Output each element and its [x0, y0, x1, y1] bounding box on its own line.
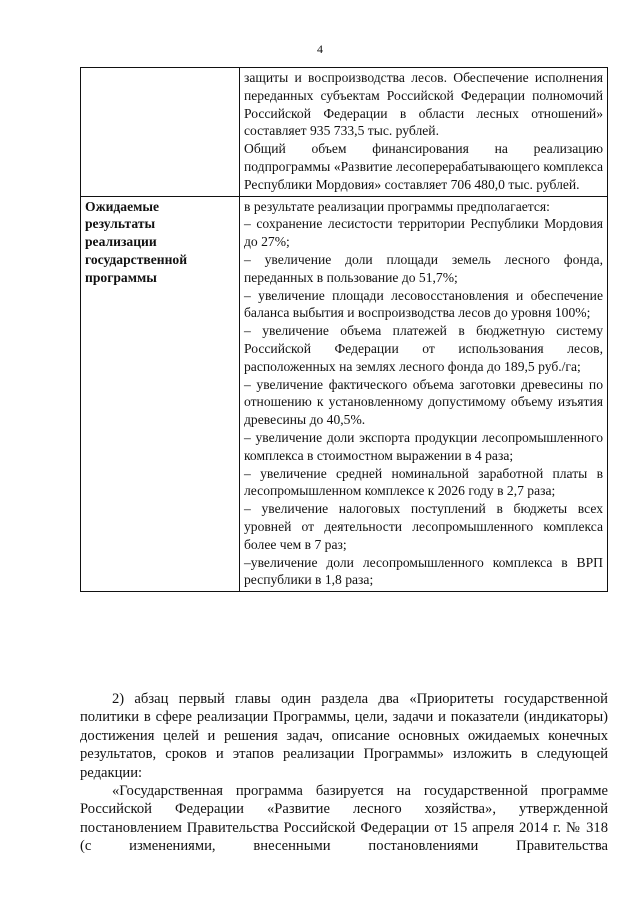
financing-paragraph: защиты и воспроизводства лесов. Обеспечение исполнения переданных субъектам Российской Федерации полномочий Российской Федерации в области лесных отношений» составляет 935 733,5 тыс. рублей.: [244, 70, 603, 139]
label-line: результаты: [85, 216, 156, 232]
label-line: реализации: [85, 234, 157, 250]
results-item: –увеличение доли лесопромышленного комплекса в ВРП республики в 1,8 раза;: [244, 554, 603, 588]
document-body: [80, 690, 608, 856]
results-item: – увеличение фактического объема заготовки древесины по отношению к установленному допустимому объему изъятия древесины до 40,5%.: [244, 376, 603, 428]
label-line: государственной: [85, 251, 188, 267]
results-intro: в результате реализации программы предполагается:: [244, 198, 550, 214]
amendment-paragraph: 2) абзац первый главы один раздела два «Приоритеты государственной политики в сфере реализации Программы, цели, задачи и показатели (индикаторы) достижения целей и решения задач, описание основных ожидаемых конечных результатов, сроков и этапов реализации Программы» изложить в следующей редакции:: [80, 691, 608, 781]
results-item: – увеличение налоговых поступлений в бюджеты всех уровней от деятельности лесопромышленного комплекса более чем в 7 раз;: [244, 501, 603, 552]
row-label-financing: [81, 68, 240, 197]
label-line: программы: [85, 269, 157, 285]
results-item: – увеличение объема платежей в бюджетную систему Российской Федерации от использования лесов, расположенных на землях лесного фонда до 189,5 руб./га;: [244, 323, 603, 374]
program-passport-table: [80, 67, 608, 592]
row-label-expected-results: [81, 196, 240, 592]
results-item: – увеличение доли площади земель лесного фонда, переданных в пользование до 51,7%;: [244, 251, 603, 285]
results-item: – увеличение площади лесовосстановления и обеспечение баланса выбытия и воспроизводства лесов до уровня 100%;: [244, 287, 603, 321]
row-content-financing: [240, 68, 608, 197]
results-item: – увеличение доли экспорта продукции лесопромышленного комплекса в стоимостном выражении в 4 раза;: [244, 429, 603, 463]
page-number: 4: [317, 42, 323, 56]
label-line: Ожидаемые: [85, 198, 160, 214]
results-item: – сохранение лесистости территории Республики Мордовия до 27%;: [244, 216, 603, 250]
row-content-expected-results: [240, 196, 608, 592]
financing-paragraph: Общий объем финансирования на реализацию подпрограммы «Развитие лесоперерабатывающего комплекса Республики Мордовия» составляет 706 480,0 тыс. рублей.: [244, 141, 603, 192]
table-row-expected-results: [81, 196, 608, 592]
quoted-paragraph: «Государственная программа базируется на государственной программе Российской Федерации «Развитие лесного хозяйства», утвержденной постановлением Правительства Российской Федерации от 15 апреля 2014 г. № 318 (с изменениями, внесенными постановлениями Правительства: [80, 783, 608, 855]
table-row-financing: [81, 68, 608, 197]
results-item: – увеличение средней номинальной заработной платы в лесопромышленном комплексе к 2026 году в 2,7 раза;: [244, 465, 603, 499]
